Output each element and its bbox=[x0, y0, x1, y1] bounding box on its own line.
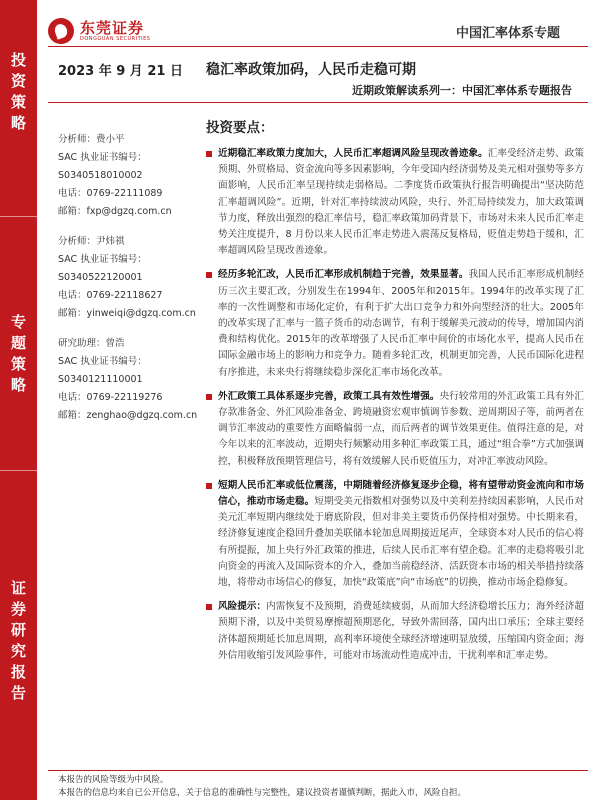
highlight-item bbox=[206, 146, 584, 259]
title-rule bbox=[48, 102, 588, 103]
highlight-lead: 风险提示： bbox=[218, 601, 267, 613]
risk-warning bbox=[206, 599, 584, 664]
logo-name-cn: 东莞证券 bbox=[80, 18, 145, 37]
analyst-email[interactable]: 邮箱：yinweiqi@dgzq.com.cn bbox=[58, 308, 196, 319]
analyst-email[interactable]: 邮箱：zenghao@dgzq.com.cn bbox=[58, 410, 198, 421]
highlight-item bbox=[206, 267, 584, 380]
highlight-body: 央行较常用的外汇政策工具有外汇存款准备金、外汇风险准备金、跨境融资宏观审慎调节参数、逆周期因子等，前两者在调节汇率波动的重要性方面略偏弱一点，而后两者的调节效果更佳。值得注意的是，对今年以来的汇率波动，近期央行频繁动用多种汇率政策工具，通过“组合拳”方式加强调控，积极释放预期管理信号，将有效缓解人民币贬值压力，对冲汇率波动风险。 bbox=[218, 390, 585, 467]
analyst-card bbox=[58, 233, 198, 323]
sidebar-glyph: 究 bbox=[10, 642, 26, 660]
sidebar-divider bbox=[0, 470, 37, 471]
highlight-lead: 短期人民币汇率或低位震荡，中期随着经济修复逐步企稳，将有望带动资金流向和市场信心，推动市场走稳。 bbox=[218, 479, 584, 508]
sidebar-divider bbox=[0, 216, 37, 217]
report-type: 中国汇率体系专题 bbox=[455, 26, 560, 41]
highlight-body: 内需恢复不及预期，消费延续疲弱，从而加大经济稳增长压力；海外经济超预期下滑，以及中美贸易摩擦超预期恶化，导致外需回落，国内出口承压；全球主要经济体超预期延长加息周期，高利率环境使全球经济增速明显放缓，压缩国内资金面；海外信用收缩引发风险事件，可能对市场流动性造成冲击，干扰利率和汇率走势。 bbox=[218, 601, 585, 661]
report-date: 2023 年 9 月 21 日 bbox=[58, 64, 183, 79]
company-logo bbox=[48, 18, 150, 44]
header-rule bbox=[48, 46, 588, 47]
investment-highlights bbox=[206, 116, 584, 672]
sidebar-glyph: 投 bbox=[10, 51, 26, 69]
sidebar-glyph: 研 bbox=[10, 621, 26, 639]
report-title: 稳汇率政策加码，人民币走稳可期 bbox=[206, 62, 416, 78]
analyst-phone: 电话：0769-22118627 bbox=[58, 290, 163, 301]
risk-level-note: 本报告的风险等级为中风险。 bbox=[58, 775, 169, 785]
highlight-body: 我国人民币汇率形成机制经历三次主要汇改，分别发生在1994年、2005年和2015年。1994年的改革实现了汇率的一次性调整和市场化定价，有利于扩大出口竞争力和外向型经济的壮大。2005年的改革实现了汇率与一篮子货币的动态调节，有利于缓解美元波动的传导，增加国内消费和结构优化。2015年的改革增强了人民币汇率中间价的市场化水平，提高人民币在国际金融市场上的影响力和竞争力。随着多轮汇改，机制更加完善，人民币国际化进程有序推进，未来央行将继续稳步深化汇率市场化改革。 bbox=[218, 269, 585, 378]
section-heading: 投资要点： bbox=[206, 120, 274, 136]
analyst-info bbox=[58, 131, 198, 437]
footer-disclaimer bbox=[58, 774, 578, 800]
highlight-lead: 经历多轮汇改，人民币汇率形成机制趋于完善，效果显著。 bbox=[218, 269, 469, 281]
sidebar-glyph: 告 bbox=[10, 684, 26, 702]
analyst-cert-number: S0340121110001 bbox=[58, 374, 143, 385]
sidebar-glyph: 专 bbox=[10, 313, 26, 331]
sidebar-glyph: 题 bbox=[10, 334, 26, 352]
highlight-item bbox=[206, 478, 584, 591]
footer-rule bbox=[48, 770, 588, 771]
sidebar-label-investment-strategy bbox=[0, 50, 37, 134]
analyst-email[interactable]: 邮箱：fxp@dgzq.com.cn bbox=[58, 206, 172, 217]
analyst-cert-label: SAC 执业证书编号： bbox=[58, 254, 147, 265]
analyst-name: 分析师：尹炜祺 bbox=[58, 236, 125, 247]
logo-icon bbox=[48, 18, 74, 44]
highlight-lead: 外汇政策工具体系逐步完善，政策工具有效性增强。 bbox=[218, 390, 440, 402]
page-header bbox=[48, 14, 588, 48]
analyst-phone: 电话：0769-22111089 bbox=[58, 188, 163, 199]
analyst-cert-label: SAC 执业证书编号： bbox=[58, 152, 147, 163]
highlight-lead: 近期稳汇率政策力度加大，人民币汇率超调风险呈现改善迹象。 bbox=[218, 148, 488, 159]
sidebar-glyph: 策 bbox=[10, 93, 26, 111]
sidebar-glyph: 略 bbox=[10, 376, 26, 394]
report-subtitle: 近期政策解读系列一：中国汇率体系专题报告 bbox=[352, 84, 572, 97]
sidebar-glyph: 券 bbox=[10, 600, 26, 618]
analyst-cert-number: S0340518010002 bbox=[58, 170, 143, 181]
logo-name-en: DONGGUAN SECURITIES bbox=[80, 35, 151, 42]
sidebar-glyph: 报 bbox=[10, 663, 26, 681]
sidebar-glyph: 证 bbox=[10, 579, 26, 597]
highlight-body: 汇率受经济走势、政策预期、外贸格局、资金流向等多因素影响，今年受国内经济弱势及美元相对强势等多方面影响，人民币汇率呈现持续走弱格局。二季度货币政策执行报告明确提出“坚决防范汇率超调风险”。近期，针对汇率持续波动风险，央行、外汇局持续发力，加大政策调节力度，释放出强烈的稳汇率信号，稳汇率政策加码背景下，市场对未来人民币汇率走势关注度提升，8 月份以来人民币汇率走势进入震荡反复格局，贬值走势趋于缓和，汇率超调风险呈现改善迹象。 bbox=[218, 148, 585, 257]
highlight-item bbox=[206, 389, 584, 470]
sidebar-label-topic-strategy bbox=[0, 312, 37, 396]
analyst-cert-number: S0340522120001 bbox=[58, 272, 143, 283]
analyst-cert-label: SAC 执业证书编号： bbox=[58, 356, 147, 367]
sidebar-glyph: 略 bbox=[10, 114, 26, 132]
analyst-name: 分析师：费小平 bbox=[58, 134, 125, 145]
analyst-card bbox=[58, 335, 198, 425]
sidebar bbox=[0, 0, 37, 800]
analyst-card bbox=[58, 131, 198, 221]
analyst-phone: 电话：0769-22119276 bbox=[58, 392, 163, 403]
analyst-name: 研究助理：曾浩 bbox=[58, 338, 125, 349]
highlight-body: 短期受美元指数相对强势以及中美利差持续因素影响，人民币对美元汇率短期内继续处于磨底阶段，但对非美主要货币仍保持相对强势。中长期来看，经济修复速度企稳回升叠加美联储本轮加息周期接近尾声，全球资本对人民币的信心将有所提振，加上央行外汇政策的推进，后续人民币汇率有望企稳。汇率的走稳将吸引北向资金的再流入及国际资本的介入，叠加当前稳经济、活跃资本市场的相关举措持续落地，将带动市场信心的修复，加快“政策底”向“市场底”的切换，推动市场企稳修复。 bbox=[218, 496, 585, 589]
info-source-note: 本报告的信息均来自已公开信息，关于信息的准确性与完整性，建议投资者谨慎判断，据此入市，风险自担。 bbox=[58, 788, 467, 798]
sidebar-label-research-report bbox=[0, 578, 37, 704]
sidebar-glyph: 策 bbox=[10, 355, 26, 373]
sidebar-glyph: 资 bbox=[10, 72, 26, 90]
